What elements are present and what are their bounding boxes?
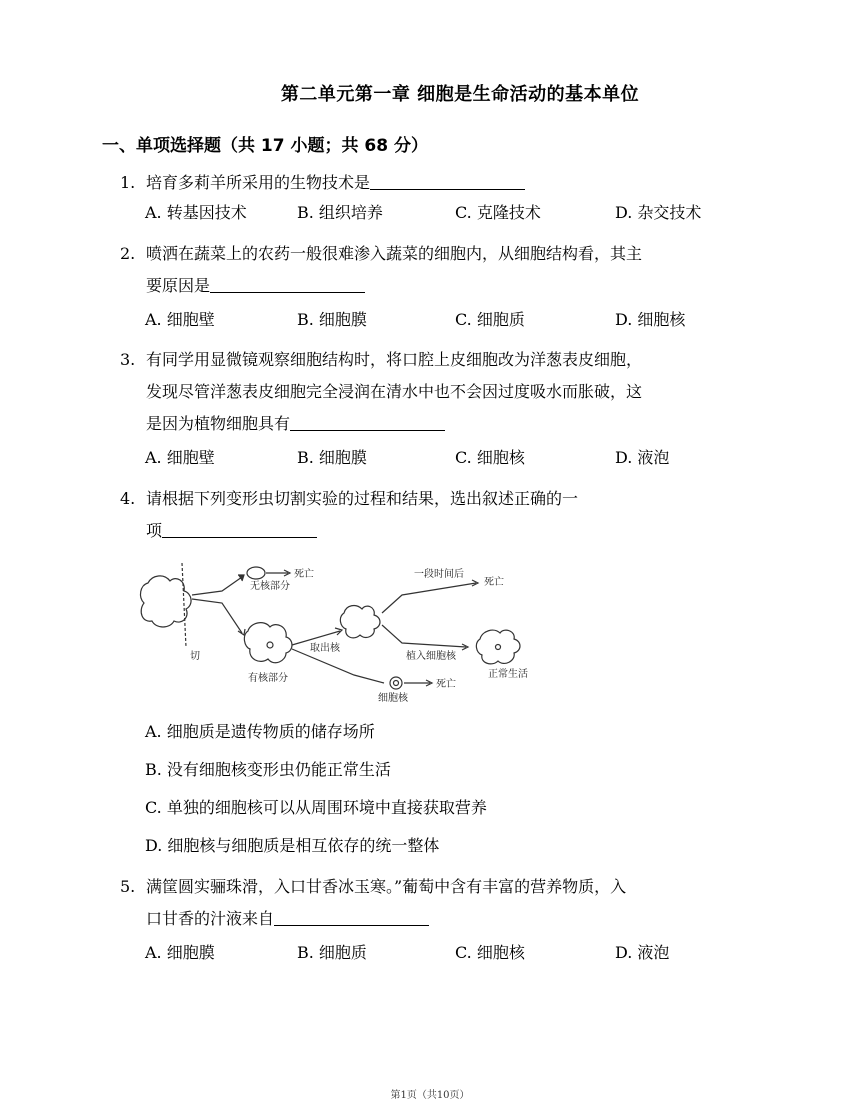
question-text: 发现尽管洋葱表皮细胞完全浸润在清水中也不会因过度吸水而胀破，这 <box>146 382 643 401</box>
label-implant-nucleus: 植入细胞核 <box>406 651 456 662</box>
answer-blank[interactable] <box>274 907 429 926</box>
question-text: 是因为植物细胞具有 <box>146 414 291 433</box>
answer-blank[interactable] <box>162 519 317 538</box>
option-c[interactable]: C. 细胞核 <box>455 448 525 467</box>
question-1 <box>120 167 770 199</box>
label-cut: 切 <box>190 651 200 662</box>
question-number: 4. <box>120 489 136 508</box>
normal-amoeba-icon <box>476 630 520 664</box>
option-d[interactable]: D. 液泡 <box>615 943 670 962</box>
question-text: 项 <box>146 521 163 540</box>
option-a[interactable]: A. 细胞壁 <box>145 310 215 329</box>
question-text: 口甘香的汁液来自 <box>146 909 275 928</box>
page-title: 第二单元第一章 细胞是生命活动的基本单位 <box>280 84 640 105</box>
question-2 <box>120 238 770 302</box>
label-death-3: 死亡 <box>436 679 456 690</box>
option-c[interactable]: C. 克隆技术 <box>455 203 541 222</box>
question-number: 5. <box>120 877 136 896</box>
option-a[interactable]: A. 细胞壁 <box>145 448 215 467</box>
option-d[interactable]: D. 杂交技术 <box>615 203 702 222</box>
option-b[interactable]: B. 细胞膜 <box>297 448 367 467</box>
label-with-nucleus: 有核部分 <box>248 673 288 684</box>
isolated-nucleus-icon <box>390 677 402 689</box>
question-text: 要原因是 <box>146 276 211 295</box>
label-no-nucleus: 无核部分 <box>250 581 290 592</box>
question-text: 培育多莉羊所采用的生物技术是 <box>146 173 371 192</box>
option-b[interactable]: B. 细胞质 <box>297 943 367 962</box>
question-number: 1. <box>120 173 136 192</box>
question-4 <box>120 483 770 547</box>
question-text: 请根据下列变形虫切割实验的过程和结果，选出叙述正确的一 <box>146 489 579 508</box>
answer-blank[interactable] <box>210 274 365 293</box>
question-text: 满筐圆实骊珠滑，入口甘香冰玉寒。”葡萄中含有丰富的营养物质，入 <box>146 877 627 896</box>
label-nucleus: 细胞核 <box>378 693 408 704</box>
option-c[interactable]: C. 细胞质 <box>455 310 525 329</box>
amoeba-experiment-figure <box>130 555 590 705</box>
label-death-2: 死亡 <box>484 577 504 588</box>
question-text: 喷洒在蔬菜上的农药一般很难渗入蔬菜的细胞内，从细胞结构看，其主 <box>146 244 643 263</box>
label-death-1: 死亡 <box>294 569 314 580</box>
option-d[interactable]: D. 细胞核 <box>615 310 686 329</box>
question-number: 2. <box>120 244 136 263</box>
question-number: 3. <box>120 350 136 369</box>
option-a[interactable]: A. 细胞质是遗传物质的储存场所 <box>145 722 375 741</box>
label-normal-life: 正常生活 <box>488 669 528 680</box>
option-a[interactable]: A. 细胞膜 <box>145 943 215 962</box>
option-b[interactable]: B. 细胞膜 <box>297 310 367 329</box>
option-a[interactable]: A. 转基因技术 <box>145 203 247 222</box>
answer-blank[interactable] <box>290 412 445 431</box>
question-text: 有同学用显微镜观察细胞结构时，将口腔上皮细胞改为洋葱表皮细胞， <box>146 350 643 369</box>
label-after-time: 一段时间后 <box>414 569 464 580</box>
option-d[interactable]: D. 液泡 <box>615 448 670 467</box>
option-b[interactable]: B. 组织培养 <box>297 203 383 222</box>
answer-blank[interactable] <box>370 171 525 190</box>
label-take-out-nucleus: 取出核 <box>310 643 340 654</box>
question-3 <box>120 344 770 440</box>
section-heading: 一、单项选择题（共 17 小题；共 68 分） <box>102 136 428 156</box>
option-d[interactable]: D. 细胞核与细胞质是相互依存的统一整体 <box>145 836 440 855</box>
page-footer: 第1页（共10页） <box>390 1090 470 1101</box>
option-c[interactable]: C. 单独的细胞核可以从周围环境中直接获取营养 <box>145 798 487 817</box>
question-5 <box>120 871 770 935</box>
option-c[interactable]: C. 细胞核 <box>455 943 525 962</box>
enucleated-amoeba-icon <box>340 606 380 638</box>
option-b[interactable]: B. 没有细胞核变形虫仍能正常生活 <box>145 760 391 779</box>
no-nucleus-part-icon <box>247 567 265 579</box>
